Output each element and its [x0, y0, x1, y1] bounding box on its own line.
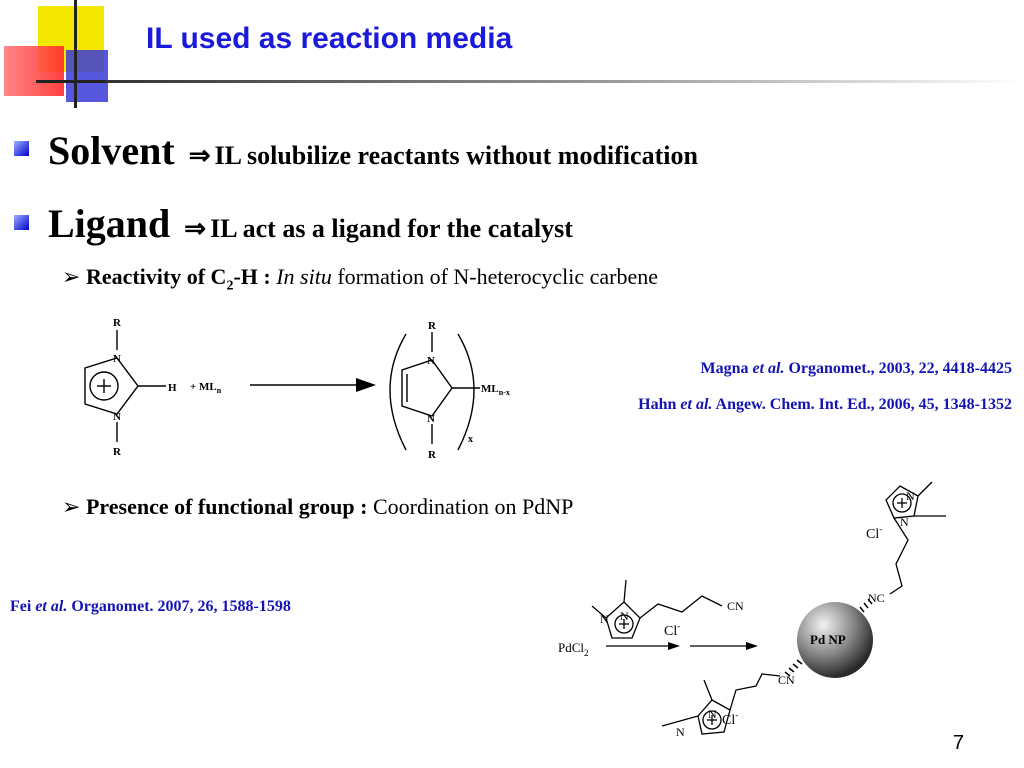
svg-text:N: N [427, 355, 435, 367]
bullet-term: Solvent [48, 128, 175, 173]
arrow-head [356, 378, 376, 392]
sub-bullet-italic: In situ [276, 264, 332, 289]
svg-text:Cl-: Cl- [664, 621, 681, 639]
svg-text:R: R [113, 317, 121, 329]
svg-text:R: R [428, 320, 436, 332]
imidazolium-ring [85, 358, 138, 414]
bullet-solvent [48, 127, 698, 174]
page-number: 7 [952, 732, 964, 754]
svg-text:MLn-x: $ML_{n-x}$ [481, 383, 510, 397]
logo-vertical-line [74, 0, 77, 108]
sub-bullet-text: formation of N-heterocyclic carbene [337, 264, 659, 289]
reference-hahn: Hahn et al. Angew. Chem. Int. Ed., 2006, 45, 1348-1352 [638, 396, 1012, 413]
sub-bullet-reactivity [62, 264, 658, 294]
bullet-term: Ligand [48, 201, 171, 246]
logo-blue-square [66, 50, 108, 102]
scheme-pdnp-coordination [540, 468, 1010, 748]
svg-text:N: N [600, 612, 609, 626]
svg-text:N: N [113, 353, 121, 365]
pd-np-label: Pd NP [810, 632, 846, 647]
bullet-marker [14, 215, 29, 230]
arrow-bullet-icon: ➢ [62, 494, 81, 519]
svg-text:N: N [620, 609, 629, 623]
svg-text:CN: CN [778, 673, 795, 687]
sub-bullet-text: Coordination on PdNP [372, 494, 574, 519]
reference-fei: Fei et al. Organomet. 2007, 26, 1588-1598 [10, 598, 291, 615]
bullet-marker [14, 141, 29, 156]
svg-text:N: N [900, 515, 909, 529]
svg-text:R: R [113, 446, 121, 458]
logo-red-square [4, 46, 64, 96]
svg-text:N: N [676, 725, 685, 739]
bracket-left [390, 334, 406, 450]
svg-text:H: H [168, 382, 177, 394]
svg-text:N: N [906, 489, 915, 503]
scheme-nhc-formation [70, 312, 540, 462]
bullet-ligand [48, 200, 573, 247]
bullet-desc: IL solubilize reactants without modification [214, 141, 698, 170]
svg-text:N: N [113, 411, 121, 423]
sub-bullet-lead: Reactivity of $C_2-H$ : [85, 264, 271, 294]
svg-text:+ MLn: + $ML_n$ [190, 381, 222, 395]
svg-text:R: R [428, 449, 436, 461]
svg-text:Cl-: Cl- [722, 710, 739, 728]
bullet-desc: IL act as a ligand for the catalyst [210, 214, 573, 243]
slide-title: IL used as reaction media [146, 22, 513, 55]
title-underline [106, 80, 1024, 83]
sub-bullet-lead: Presence of functional group : [85, 494, 368, 519]
reference-magna: Magna et al. Organomet., 2003, 22, 4418-4425 [700, 360, 1012, 377]
svg-text:PdCl2: PdCl$_2$ [558, 640, 589, 658]
carbene-ring [402, 360, 452, 416]
svg-text:CN: CN [727, 599, 744, 613]
sub-bullet-functional-group [62, 494, 573, 520]
implies-icon: ⇒ [188, 141, 211, 170]
implies-icon: ⇒ [184, 214, 207, 243]
bracket-right [458, 334, 474, 450]
svg-text:N: N [708, 707, 717, 721]
arrow-bullet-icon: ➢ [62, 264, 81, 289]
svg-text:x: x [468, 434, 473, 445]
svg-text:NC: NC [868, 591, 885, 605]
svg-text:Cl-: Cl- [866, 524, 883, 542]
logo-horizontal-line [36, 80, 106, 83]
svg-text:N: N [427, 413, 435, 425]
